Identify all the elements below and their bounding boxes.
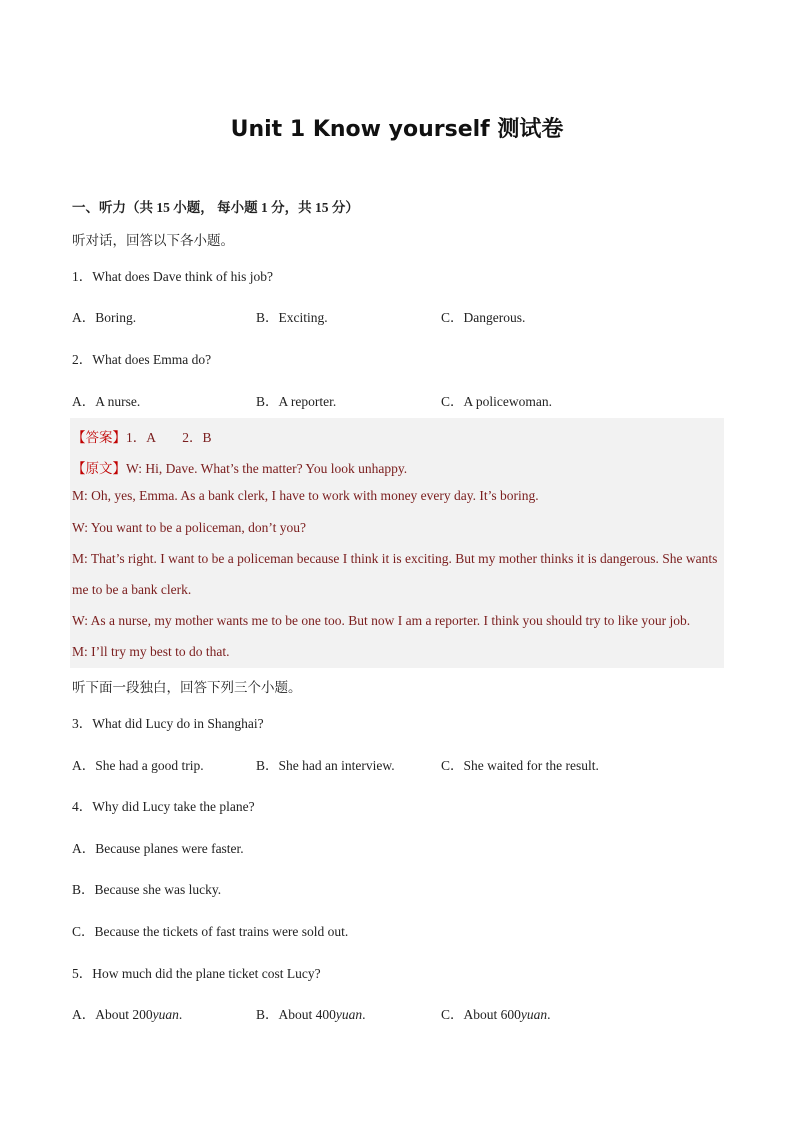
transcript-tag: 【原文】 (72, 461, 126, 476)
transcript-line-4: M: That’s right. I want to be a policeman because I think it is exciting. But my mother thinks it is dangerous. She wants me to be a bank clerk. (72, 551, 718, 597)
q5-option-a: A．About 200yuan. (72, 1007, 183, 1022)
q3-option-c: C．She waited for the result. (441, 758, 599, 773)
q4-option-c: C．Because the tickets of fast trains were sold out. (72, 924, 349, 939)
answer-line (72, 426, 212, 446)
q5-option-b: B．About 400yuan. (256, 1007, 366, 1022)
transcript-line-3: W: You want to be a policeman, don’t you? (72, 520, 306, 535)
q2-option-c: C．A policewoman. (441, 394, 552, 409)
q4-option-a: A．Because planes were faster. (72, 841, 244, 856)
question-3: 3．What did Lucy do in Shanghai? (72, 716, 264, 731)
q3-option-b: B．She had an interview. (256, 758, 395, 773)
q1-option-c: C．Dangerous. (441, 310, 526, 325)
question-5: 5．How much did the plane ticket cost Lucy? (72, 966, 321, 981)
transcript-line-6: M: I’ll try my best to do that. (72, 644, 230, 659)
q2-option-b: B．A reporter. (256, 394, 337, 409)
page-title: Unit 1 Know yourself 测试卷 (230, 117, 564, 142)
answer-text: 1．A 2．B (126, 430, 212, 445)
q1-option-b: B．Exciting. (256, 310, 328, 325)
section-heading-listening: 一、听力（共 15 小题， 每小题 1 分，共 15 分） (72, 200, 359, 215)
question-4: 4．Why did Lucy take the plane? (72, 799, 255, 814)
transcript-line-1: 【原文】W: Hi, Dave. What’s the matter? You look unhappy. (72, 461, 408, 476)
transcript-line-5: W: As a nurse, my mother wants me to be one too. But now I am a reporter. I think you should try to like your job. (72, 613, 691, 628)
q3-option-a: A．She had a good trip. (72, 758, 204, 773)
q2-option-a: A．A nurse. (72, 394, 141, 409)
question-1: 1．What does Dave think of his job? (72, 269, 273, 284)
answer-tag: 【答案】 (72, 430, 126, 445)
q4-option-b: B．Because she was lucky. (72, 882, 222, 897)
transcript-line-2: M: Oh, yes, Emma. As a bank clerk, I have to work with money every day. It’s boring. (72, 488, 539, 503)
q1-option-a: A．Boring. (72, 310, 137, 325)
question-2: 2．What does Emma do? (72, 352, 212, 367)
instruction-monologue: 听下面一段独白，回答下列三个小题。 (72, 680, 302, 695)
q5-option-c: C．About 600yuan. (441, 1007, 551, 1022)
instruction-dialogue: 听对话，回答以下各小题。 (72, 233, 234, 248)
